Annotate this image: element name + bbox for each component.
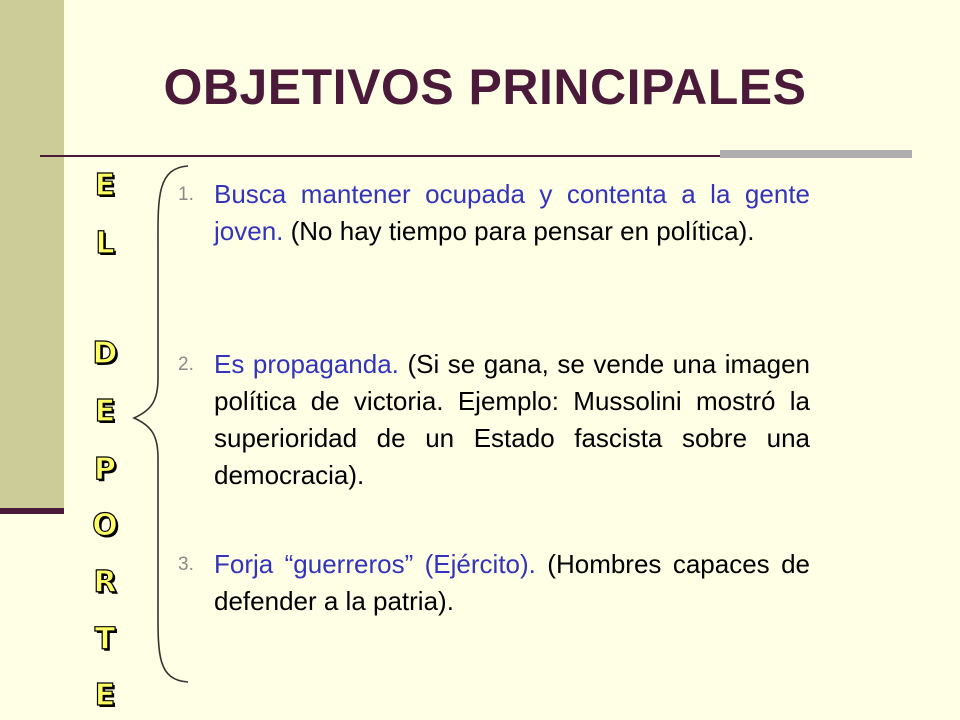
- vertical-letter: L: [95, 226, 115, 261]
- vertical-letter: E: [94, 678, 116, 713]
- item-highlight: Es propaganda.: [214, 349, 399, 379]
- slide-title: OBJETIVOS PRINCIPALES: [163, 59, 807, 115]
- list-item: [178, 346, 810, 494]
- item-text: [214, 176, 810, 250]
- list-item: [178, 546, 810, 620]
- item-number: 2.: [178, 354, 194, 375]
- title-divider-accent: [720, 150, 912, 158]
- vertical-letter: P: [94, 452, 116, 487]
- vertical-letter: R: [93, 565, 117, 600]
- item-number: 1.: [178, 184, 194, 205]
- vertical-letter: D: [92, 336, 118, 371]
- item-text: [214, 546, 810, 620]
- item-number: 3.: [178, 554, 194, 575]
- item-text: [214, 346, 810, 494]
- item-highlight: Busca mantener ocupada y contenta a la gente joven.: [214, 179, 810, 246]
- item-rest: (Hombres capaces de defender a la patria).: [214, 549, 811, 616]
- vertical-letter: O: [92, 508, 118, 543]
- sidebar-band: [0, 0, 64, 512]
- vertical-letter: E: [94, 394, 116, 429]
- item-rest: (No hay tiempo para pensar en política).: [283, 216, 755, 246]
- vertical-letter: T: [94, 622, 116, 657]
- vertical-letter: E: [94, 168, 116, 203]
- item-highlight: Forja “guerreros” (Ejército).: [214, 549, 536, 579]
- sidebar-accent-line: [0, 508, 64, 514]
- item-rest: (Si se gana, se vende una imagen política de victoria. Ejemplo: Mussolini mostró la superioridad de un Estado fascista sobre una democracia).: [214, 349, 810, 490]
- list-item: [178, 176, 810, 250]
